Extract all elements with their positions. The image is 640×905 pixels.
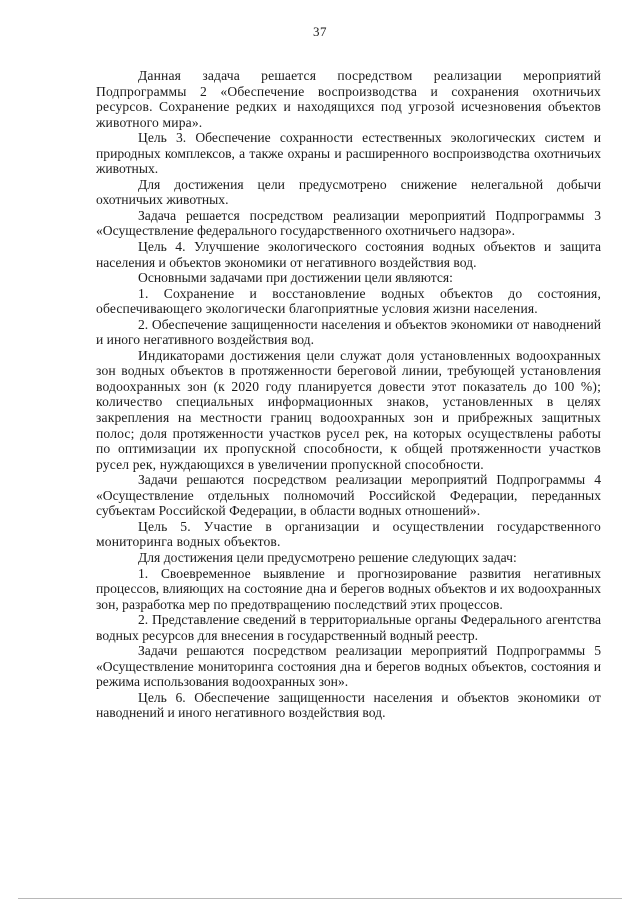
paragraph: Задачи решаются посредством реализации мероприятий Подпрограммы 4 «Осуществление отдельных полномочий Российской Федерации, переданных субъектам Российской Федерации, в области водных отношений». (96, 472, 601, 519)
paragraph: Задача решается посредством реализации мероприятий Подпрограммы 3 «Осуществление федерального государственного охотничьего надзора». (96, 207, 601, 239)
paragraph: Данная задача решается посредством реализации мероприятий Подпрограммы 2 «Обеспечение воспроизводства и сохранения охотничьих ресурсов. Сохранение редких и находящихся под угрозой исчезновения объектов животного мира». (96, 68, 601, 130)
paragraph: Основными задачами при достижении цели являются: (138, 270, 453, 286)
paragraph: 2. Представление сведений в территориальные органы Федерального агентства водных ресурсов для внесения в государственный водный реестр. (96, 612, 601, 643)
paragraph: Индикаторами достижения цели служат доля установленных водоохранных зон водных объектов в протяженности береговой линии, требующей установления водоохранных зон (к 2020 году планируется довести этот показатель до 100 %); количество специальных информационных знаков, установленных в целях закрепления на местности границ водоохранных зон и прибрежных защитных полос; доля протяженности участков русел рек, на которых осуществлены работы по оптимизации их пропускной способности, к общей протяженности участков русел рек, нуждающихся в увеличении пропускной способности. (96, 347, 601, 472)
paragraph: Для достижения цели предусмотрено снижение нелегальной добычи охотничьих животных. (96, 176, 601, 208)
page-number: 37 (313, 24, 327, 39)
paragraph: Цель 5. Участие в организации и осуществлении государственного мониторинга водных объектов. (96, 518, 601, 550)
paragraph: 2. Обеспечение защищенности населения и объектов экономики от наводнений и иного негативного воздействия вод. (96, 316, 601, 348)
paragraph: Задачи решаются посредством реализации мероприятий Подпрограммы 5 «Осуществление мониторинга состояния дна и берегов водных объектов, состояния и режима использования водоохранных зон». (96, 643, 601, 690)
paragraph: Цель 3. Обеспечение сохранности естественных экологических систем и природных комплексов, а также охраны и расширенного воспроизводства охотничьих животных. (96, 130, 601, 177)
paragraph: 1. Сохранение и восстановление водных объектов до состояния, обеспечивающего экологически благоприятные условия жизни населения. (96, 285, 601, 317)
paragraph: Цель 6. Обеспечение защищенности населения и объектов экономики от наводнений и иного негативного воздействия вод. (96, 689, 601, 721)
paragraph: 1. Своевременное выявление и прогнозирование развития негативных процессов, влияющих на состояние дна и берегов водных объектов и их водоохранных зон, разработка мер по предотвращению последствий этих процессов. (96, 565, 601, 612)
paragraph: Цель 4. Улучшение экологического состояния водных объектов и защита населения и объектов экономики от негативного воздействия вод. (96, 239, 601, 270)
document-body (96, 68, 601, 721)
paragraph: Для достижения цели предусмотрено решение следующих задач: (138, 549, 517, 565)
page-bottom-rule (18, 898, 622, 899)
